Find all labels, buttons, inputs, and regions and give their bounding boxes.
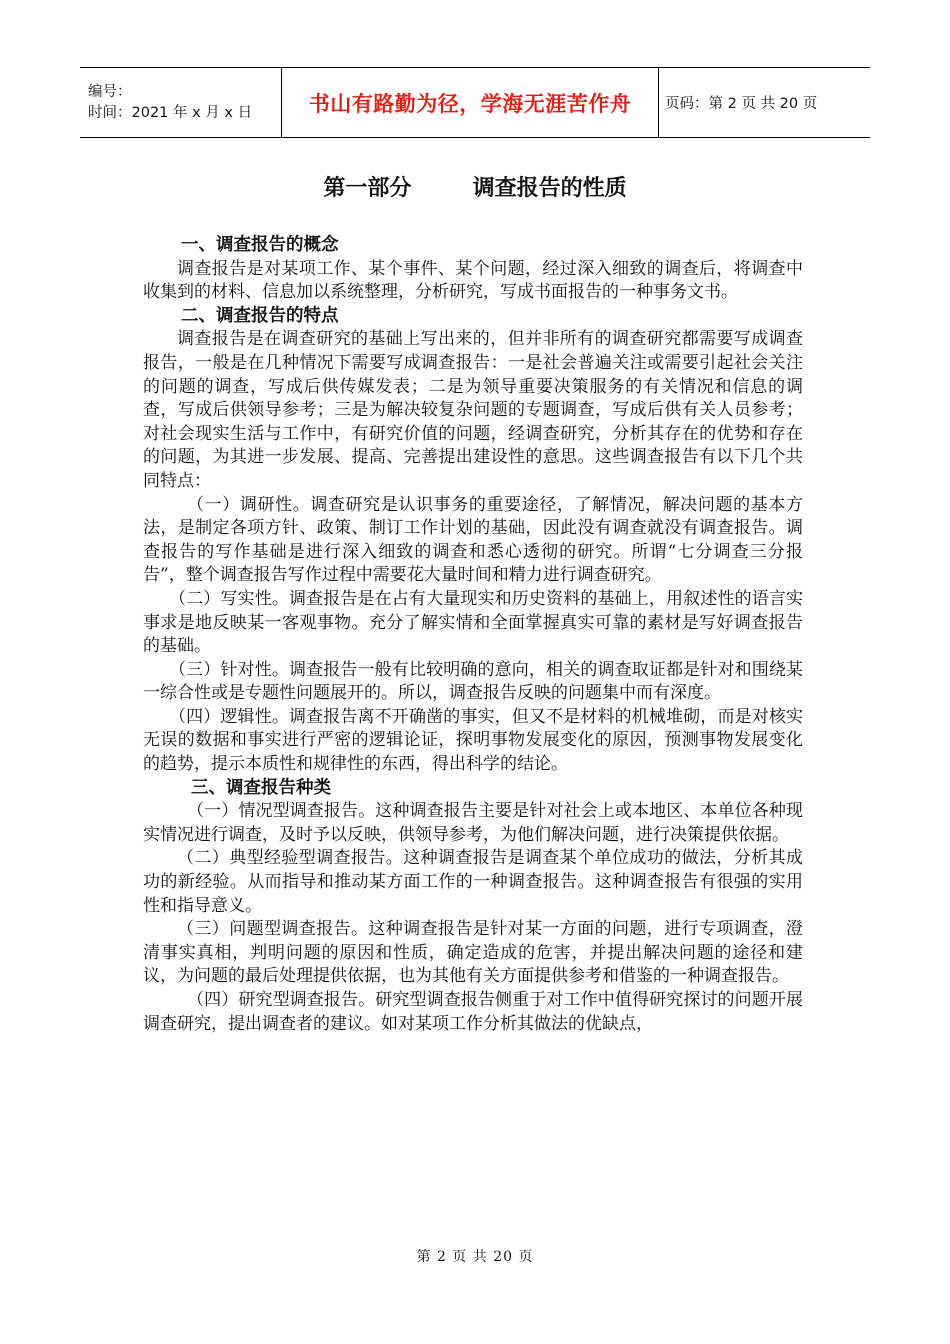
document-number-label: 编号： bbox=[88, 83, 132, 100]
body-paragraph: 调查报告是在调查研究的基础上写出来的，但并非所有的调查研究都需要写成调查报告，一般是在几种情况下需要写成调查报告：一是社会普遍关注或需要引起社会关注的问题的调查，写成后供传媒发表；二是为领导重要决策服务的有关情况和信息的调查，写成后供领导参考；三是为解决较复杂问题的专题调查，写成后供有关人员参考；对社会现实生活与工作中，有研究价值的问题，经调查研究，分析其存在的优势和存在的问题，为其进一步发展、提高、完善提出建设性的意思。这些调查报告有以下几个共同特点： bbox=[143, 329, 803, 491]
page-footer: 第 2 页 共 20 页 bbox=[416, 1249, 534, 1265]
body-paragraph: （二）写实性。调查报告是在占有大量现实和历史资料的基础上，用叙述性的语言实事求是地反映某一客观事物。充分了解实情和全面掌握真实可靠的素材是写好调查报告的基础。 bbox=[143, 588, 803, 657]
header-meta-cell bbox=[80, 68, 282, 137]
header-motto-cell bbox=[282, 68, 659, 137]
body-paragraph: （一）情况型调查报告。这种调查报告主要是针对社会上或本地区、本单位各种现实情况进行调查，及时予以反映，供领导参考，为他们解决问题，进行决策提供依据。 bbox=[143, 801, 803, 845]
body-paragraph: （三）针对性。调查报告一般有比较明确的意向，相关的调查取证都是针对和围绕某一综合性或是专题性问题展开的。所以，调查报告反映的问题集中而有深度。 bbox=[143, 659, 803, 704]
header-page-info: 页码：第 2 页 共 20 页 bbox=[665, 96, 818, 112]
section-heading: 三、调查报告种类 bbox=[191, 777, 331, 798]
body-paragraph: （三）问题型调查报告。这种调查报告是针对某一方面的问题，进行专项调查，澄清事实真相，判明问题的原因和性质，确定造成的危害，并提出解决问题的途径和建议，为问题的最后处理提供依据，也为其他有关方面提供参考和借鉴的一种调查报告。 bbox=[143, 919, 803, 987]
page-title: 第一部分 调查报告的性质 bbox=[323, 176, 627, 201]
header-motto: 书山有路勤为径，学海无涯苦作舟 bbox=[308, 91, 632, 116]
body-paragraph: （二）典型经验型调查报告。这种调查报告是调查某个单位成功的做法，分析其成功的新经验。从而指导和推动某方面工作的一种调查报告。这种调查报告有很强的实用性和指导意义。 bbox=[143, 848, 803, 916]
document-body bbox=[143, 234, 803, 1036]
section-heading: 二、调查报告的特点 bbox=[181, 305, 339, 326]
header-page-cell bbox=[659, 68, 870, 137]
body-paragraph: （一）调研性。调查研究是认识事务的重要途径，了解情况，解决问题的基本方法，是制定各项方针、政策、制订工作计划的基础，因此没有调查就没有调查报告。调查报告的写作基础是进行深入细致的调查和悉心透彻的研究。所谓“七分调查三分报告”，整个调查报告写作过程中需要花大量时间和精力进行调查研究。 bbox=[143, 494, 803, 586]
body-paragraph: （四）研究型调查报告。研究型调查报告侧重于对工作中值得研究探讨的问题开展调查研究，提出调查者的建议。如对某项工作分析其做法的优缺点， bbox=[143, 990, 803, 1034]
page-header bbox=[80, 67, 870, 138]
body-paragraph: 调查报告是对某项工作、某个事件、某个问题，经过深入细致的调查后，将调查中收集到的材料、信息加以系统整理，分析研究，写成书面报告的一种事务文书。 bbox=[143, 258, 803, 303]
body-paragraph: （四）逻辑性。调查报告离不开确凿的事实，但又不是材料的机械堆砌，而是对核实无误的数据和事实进行严密的逻辑论证，探明事物发展变化的原因，预测事物发展变化的趋势，提示本质性和规律性的东西，得出科学的结论。 bbox=[143, 706, 803, 775]
document-date-label: 时间：2021 年 x 月 x 日 bbox=[88, 104, 253, 121]
section-heading: 一、调查报告的概念 bbox=[181, 235, 339, 255]
